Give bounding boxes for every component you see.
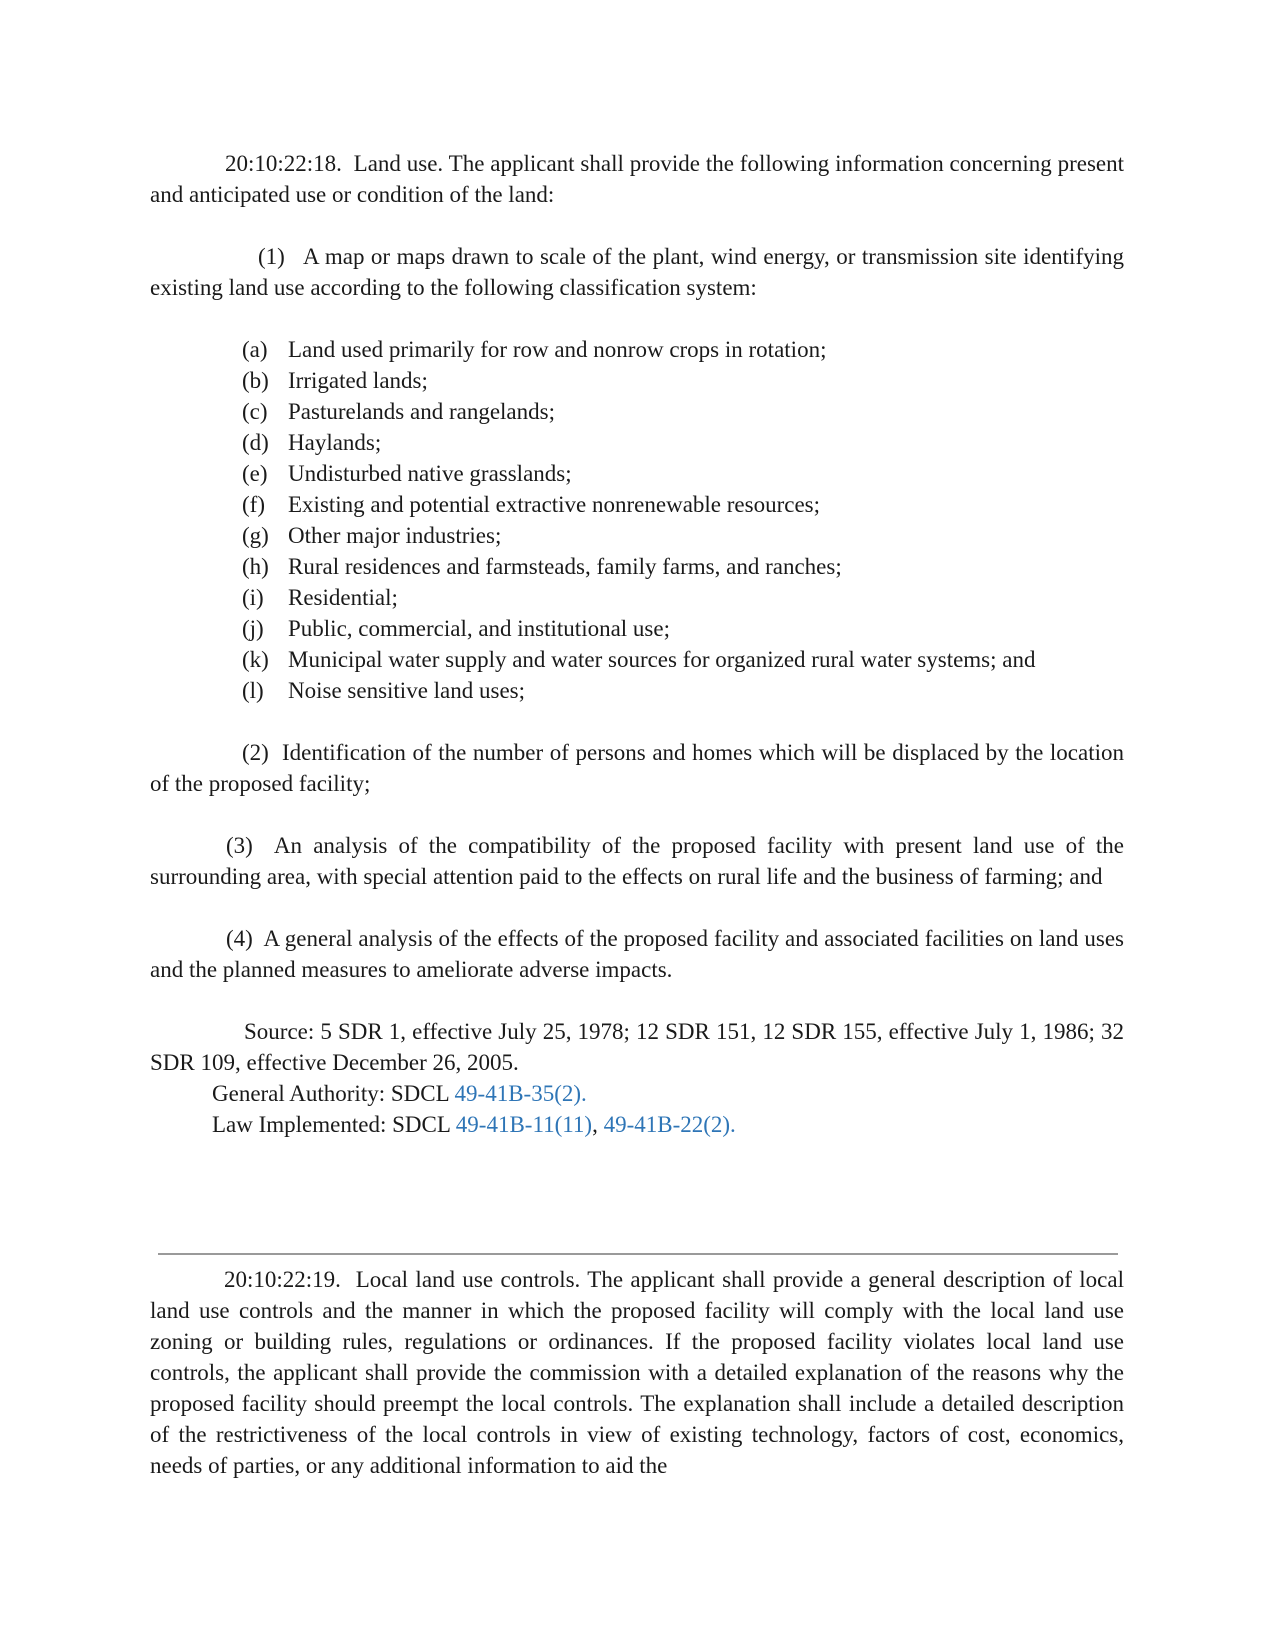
section-19-body: [150, 1264, 1124, 1481]
list-item-text: Other major industries;: [288, 523, 502, 548]
list-item: [242, 520, 1124, 551]
list-item-text: Municipal water supply and water sources for organized rural water systems; and: [288, 647, 1036, 672]
general-authority-prefix: General Authority: SDCL: [212, 1081, 455, 1106]
list-item-text: Haylands;: [288, 430, 382, 455]
source-note: Source: 5 SDR 1, effective July 25, 1978; 12 SDR 151, 12 SDR 155, effective July 1, 1986; 32 SDR 109, effective December 26, 2005.: [150, 1019, 1124, 1075]
general-authority: [150, 1078, 1124, 1109]
item-label: (1): [258, 244, 285, 269]
section-divider: [158, 1253, 1118, 1255]
section-18-title: Land use.: [353, 151, 444, 176]
list-item: [242, 489, 1124, 520]
section-19-title: Local land use controls.: [355, 1267, 581, 1292]
list-item-text: Irrigated lands;: [288, 368, 428, 393]
classification-list: [150, 334, 1124, 706]
list-item-label: (e): [242, 461, 268, 486]
list-item-text: Public, commercial, and institutional use;: [288, 616, 670, 641]
list-item-text: Land used primarily for row and nonrow crops in rotation;: [288, 337, 827, 362]
list-item: [242, 365, 1124, 396]
list-item: [242, 551, 1124, 582]
list-item-text: Noise sensitive land uses;: [288, 678, 525, 703]
list-item-label: (d): [242, 430, 269, 455]
law-implemented: [150, 1109, 1124, 1140]
section-19: [150, 1264, 1124, 1481]
law-implemented-link-2[interactable]: 49-41B-22(2).: [603, 1112, 736, 1137]
list-item: [242, 675, 1124, 706]
list-item: [242, 458, 1124, 489]
section-18-intro: [150, 148, 1124, 210]
item-text: A map or maps drawn to scale of the plant, wind energy, or transmission site identifying existing land use according to the following classification system:: [150, 244, 1124, 300]
list-item-label: (g): [242, 523, 269, 548]
item-label: (4): [226, 926, 253, 951]
list-item-label: (b): [242, 368, 269, 393]
general-authority-link[interactable]: 49-41B-35(2).: [454, 1081, 587, 1106]
list-item: [242, 427, 1124, 458]
item-text: A general analysis of the effects of the proposed facility and associated facilities on land uses and the planned measures to ameliorate adverse impacts.: [150, 926, 1124, 982]
list-item-text: Undisturbed native grasslands;: [288, 461, 572, 486]
section-18-item-4: [150, 923, 1124, 985]
section-19-number: 20:10:22:19.: [224, 1267, 341, 1292]
item-text: Identification of the number of persons and homes which will be displaced by the location of the proposed facility;: [150, 740, 1124, 796]
law-implemented-prefix: Law Implemented: SDCL: [212, 1112, 456, 1137]
item-label: (3): [226, 833, 253, 858]
section-18-item-2: [150, 737, 1124, 799]
item-label: (2): [242, 740, 269, 765]
section-18-item-3: [150, 830, 1124, 892]
section-19-text: The applicant shall provide a general description of local land use controls and the manner in which the proposed facility will comply with the local land use zoning or building rules, regulations or ordinances. If the proposed facility violates local land use controls, the applicant shall provide the commission with a detailed explanation of the reasons why the proposed facility should preempt the local controls. The explanation shall include a detailed description of the restrictiveness of the local controls in view of existing technology, factors of cost, economics, needs of parties, or any additional information to aid the: [150, 1267, 1124, 1478]
section-18: [150, 148, 1124, 1140]
list-item-text: Existing and potential extractive nonrenewable resources;: [288, 492, 820, 517]
list-item-label: (h): [242, 554, 269, 579]
list-item-label: (f): [242, 492, 265, 517]
list-item: [242, 334, 1124, 365]
law-implemented-link-1[interactable]: 49-41B-11(11): [455, 1112, 593, 1137]
section-18-number: 20:10:22:18.: [225, 151, 342, 176]
list-item-text: Residential;: [288, 585, 398, 610]
list-item: [242, 644, 1124, 675]
list-item-label: (j): [242, 616, 264, 641]
law-implemented-separator: ,: [592, 1112, 604, 1137]
list-item: [242, 613, 1124, 644]
section-18-intro-text: The applicant shall provide the following information concerning present and anticipated use or condition of the land:: [150, 151, 1125, 207]
list-item-label: (c): [242, 399, 268, 424]
item-text: An analysis of the compatibility of the proposed facility with present land use of the surrounding area, with special attention paid to the effects on rural life and the business of farming; and: [150, 833, 1125, 889]
list-item-text: Pasturelands and rangelands;: [288, 399, 555, 424]
section-18-item-1: [150, 241, 1124, 303]
list-item-label: (a): [242, 337, 268, 362]
list-item-label: (l): [242, 678, 264, 703]
list-item: [242, 396, 1124, 427]
list-item-text: Rural residences and farmsteads, family farms, and ranches;: [288, 554, 842, 579]
list-item-label: (i): [242, 585, 264, 610]
list-item-label: (k): [242, 647, 269, 672]
list-item: [242, 582, 1124, 613]
